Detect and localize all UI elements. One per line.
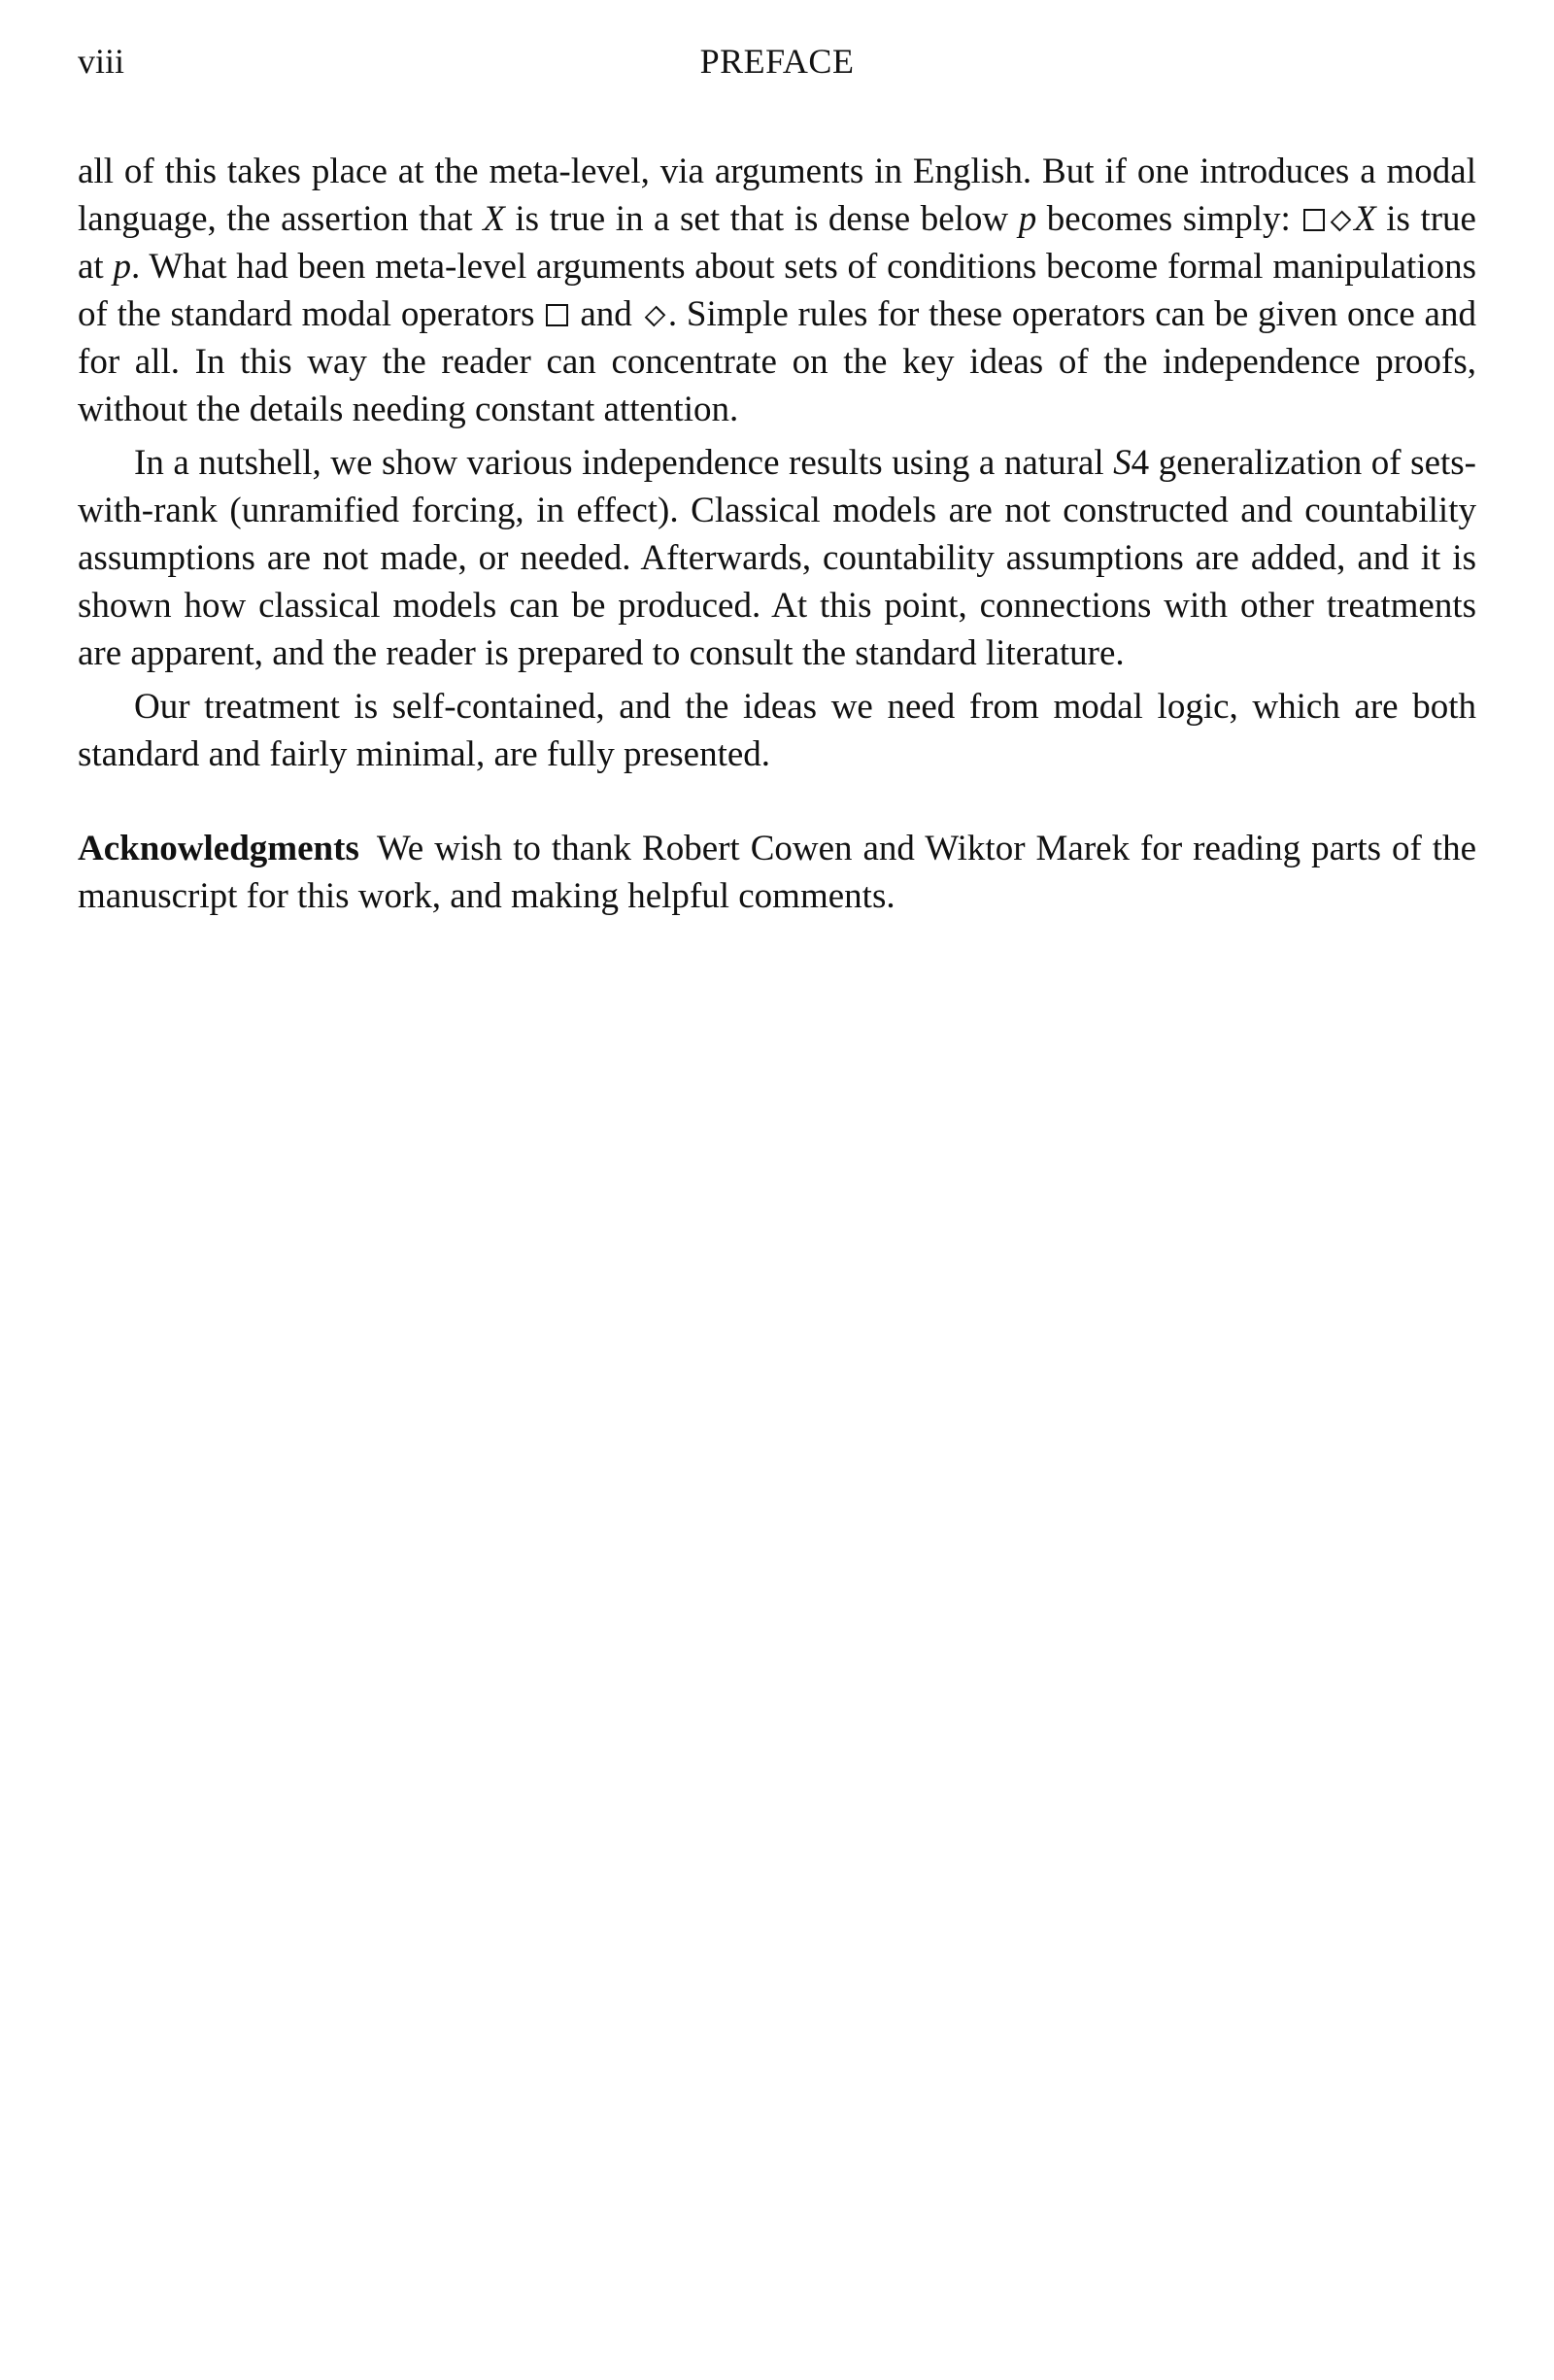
paragraph-self-contained: Our treatment is self-contained, and the ideas we need from modal logic, which are both standard and fairly minimal, are fully presented.: [78, 687, 1476, 774]
text-run: is true in a set that is dense below: [504, 199, 1019, 239]
acknowledgments-text: We wish to thank Robert Cowen and Wiktor Marek for reading parts of the manuscript for this work, and making helpful comments.: [78, 829, 1476, 916]
variable-x: X: [1354, 199, 1376, 239]
text-run: In a nutshell, we show various independence results using a natural: [134, 443, 1114, 483]
running-title: PREFACE: [699, 42, 855, 81]
diamond-icon: [1331, 210, 1352, 231]
page-number: viii: [78, 42, 125, 81]
variable-p: p: [1018, 199, 1037, 239]
paragraph-nutshell: [78, 439, 1476, 677]
text-run: all of this takes place at the meta-level, via arguments in English. But if one introduces a modal language, the assertion that: [78, 152, 1476, 239]
acknowledgments-heading: Acknowledgments: [78, 829, 359, 868]
text-run: is true at: [78, 199, 1476, 287]
variable-x: X: [483, 199, 505, 239]
text-run: and: [570, 294, 642, 334]
acknowledgments-paragraph: [78, 825, 1476, 920]
paragraph-modal-language: [78, 148, 1476, 433]
text-run: becomes simply:: [1036, 199, 1301, 239]
box-icon: [1303, 209, 1326, 231]
text-run: . What had been meta-level arguments about sets of conditions become formal manipulations of the standard modal operators: [78, 247, 1477, 334]
diamond-icon: [644, 305, 665, 326]
variable-s: S: [1113, 443, 1132, 483]
running-head: [78, 37, 1476, 85]
body-text: [78, 148, 1476, 920]
text-run: . Simple rules for these operators can be given once and for all. In this way the reader can concentrate on the key ideas of the independence proofs, without the details needing constant attention.: [78, 294, 1476, 429]
text-run: 4 generalization of sets-with-rank (unramified forcing, in effect). Classical models are not constructed and countability assumptions are not made, or needed. Afterwards, countability assumptions are added, and it is shown how classical models can be produced. At this point, connections with other treatments are apparent, and the reader is prepared to consult the standard literature.: [78, 443, 1476, 673]
box-icon: [546, 304, 568, 326]
variable-p: p: [113, 247, 131, 287]
